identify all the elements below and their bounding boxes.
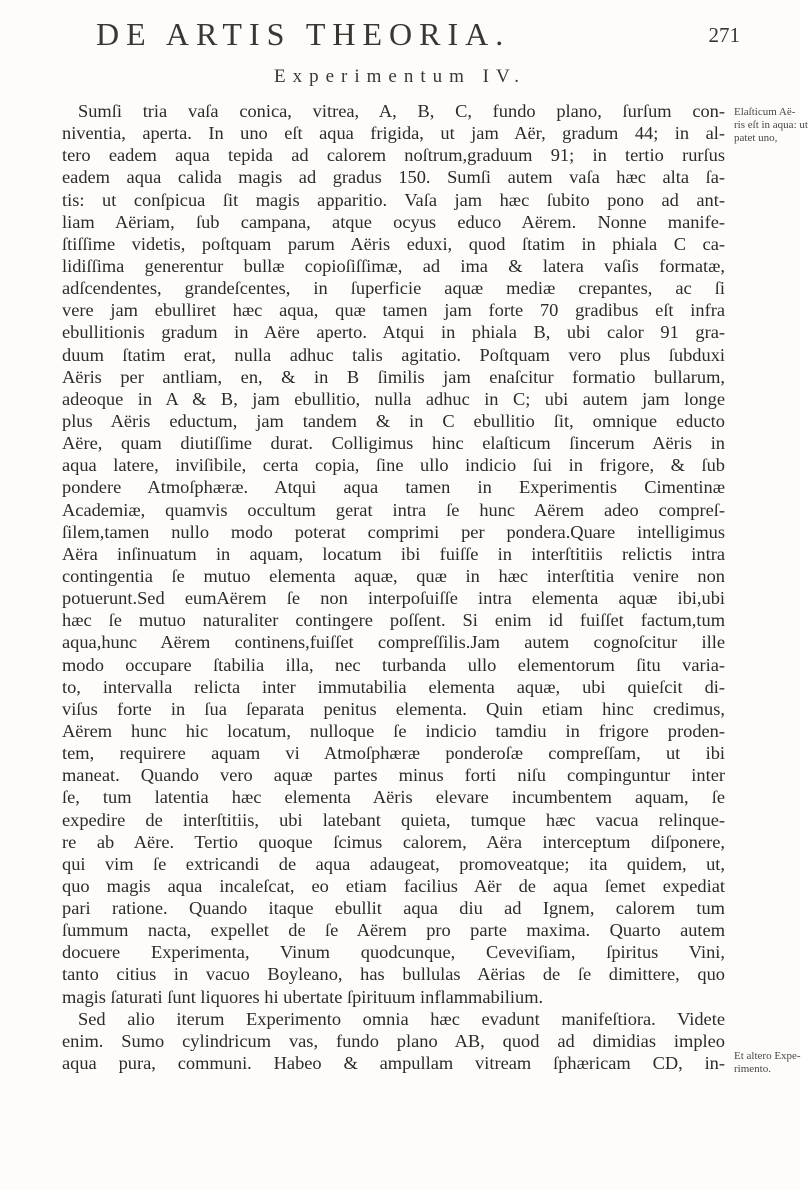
text-line: hæc ſe mutuo naturaliter contingere poſſent. Si enim id fuiſſet factum,tum — [62, 610, 725, 631]
text-line: liam Aëriam, ſub campana, atque ocyus educo Aërem. Nonne manife- — [62, 211, 725, 232]
text-line: aqua,hunc Aërem continens,fuiſſet compreſſilis.Jam autem cognoſcitur ille — [62, 632, 725, 653]
text-line: niventia, aperta. In uno eſt aqua frigida, ut jam Aër, gradum 44; in al- — [62, 123, 725, 144]
text-line: to, intervalla relicta inter immutabilia elementa aquæ, ubi quieſcit di- — [62, 676, 725, 697]
running-head — [96, 14, 740, 54]
page-number: 271 — [708, 23, 740, 47]
text-line: qui vim ſe extricandi de aqua adaugeat, promoveatque; ita quidem, ut, — [62, 853, 725, 874]
text-line: duum ſtatim erat, nulla adhuc talis agitatio. Poſtquam vero plus ſubduxi — [62, 344, 725, 365]
text-line: expedire de interſtitiis, ubi latebant quieta, tumque hæc vacua relinque- — [62, 809, 725, 830]
text-line: re ab Aëre. Tertio quoque ſcimus calorem, Aëra interceptum diſponere, — [62, 831, 725, 852]
text-line: enim. Sumo cylindricum vas, fundo plano AB, quod ad dimidias impleo — [62, 1030, 725, 1051]
running-title: DE ARTIS THEORIA. — [96, 16, 511, 52]
text-line: potuerunt.Sed eumAërem ſe non interpoſuiſſe intra elementa aquæ ibi,ubi — [62, 588, 725, 609]
text-line: ſtiſſime videtis, poſtquam parum Aëris eduxi, quod ſtatim in phiala C ca- — [62, 233, 725, 254]
text-line: Aëre, quam diutiſſime durat. Colligimus hinc elaſticum ſincerum Aëris in — [62, 433, 725, 454]
text-line: magis ſaturati ſunt liquores hi ubertate ſpirituum inflammabilium. — [62, 986, 544, 1007]
text-line: tanto citius in vacuo Boyleano, has bullulas Aërias de ſe dimittere, quo — [62, 964, 725, 985]
text-line: adſcendentes, grandeſcentes, in ſuperficie aquæ mediæ crepantes, ac ſi — [62, 278, 725, 299]
text-line: plus Aëris eductum, jam tandem & in C ebullitio ſit, omnique educto — [62, 410, 725, 431]
text-line: tem, requirere aquam vi Atmoſphæræ ponderoſæ compreſſam, ut ibi — [62, 743, 725, 764]
text-line: adeoque in A & B, jam ebullitio, nulla adhuc in C; ubi autem jam longe — [62, 388, 725, 409]
body-text — [62, 100, 725, 1074]
text-line: Sed alio iterum Experimento omnia hæc evadunt manifeſtiora. Videte — [78, 1008, 725, 1029]
marginal-note-line: patet uno, — [734, 132, 778, 144]
text-line: ſilem,tamen nullo modo poterat comprimi per pondera.Quare intelligimus — [62, 521, 725, 542]
text-line: pondere Atmoſphæræ. Atqui aqua tamen in Experimentis Cimentinæ — [62, 477, 725, 498]
text-line: Aëra inſinuatum in aquam, locatum ibi fuiſſe in interſtitiis relictis intra — [62, 543, 725, 564]
marginal-note-line: rimento. — [734, 1063, 771, 1075]
text-line: pari ratione. Quando itaque ebullit aqua diu ad Ignem, calorem tum — [62, 898, 725, 919]
marginal-note-line: Elaſticum Aë- — [734, 106, 796, 118]
text-line: ſummum nacta, expellet de ſe Aërem pro parte maxima. Quarto autem — [62, 920, 725, 941]
text-line: maneat. Quando vero aquæ partes minus forti niſu compinguntur inter — [62, 765, 725, 786]
text-line: Sumſi tria vaſa conica, vitrea, A, B, C, fundo plano, ſurſum con- — [78, 101, 725, 121]
text-line: lidiſſima generentur bullæ copioſiſſimæ, ad ima & latera vaſis formatæ, — [62, 255, 725, 276]
experiment-heading: Experimentum IV. — [273, 66, 526, 87]
text-line: contingentia ſe mutuo elementa aquæ, quæ in hæc interſtitia venire non — [62, 565, 725, 586]
text-line: viſus forte in ſua ſeparata penitus elementa. Quin etiam hinc credimus, — [62, 698, 725, 719]
marginal-note — [734, 1050, 804, 1076]
text-line: Aëris per antliam, en, & in B ſimilis jam enaſcitur formatio bullarum, — [62, 366, 725, 387]
marginal-note-line: ris eſt in aqua: ut — [734, 119, 808, 131]
text-line: modo occupare ſtabilia illa, nec turbanda ullo elementorum ſitu varia- — [62, 654, 725, 675]
text-line: Aërem hunc hic locatum, nulloque ſe indicio tamdiu in frigore proden- — [62, 720, 725, 741]
text-line: ebullitionis gradum in Aëre aperto. Atqui in phiala B, ubi calor 91 gra- — [62, 322, 725, 343]
text-line: vere jam ebulliret hæc aqua, quæ tamen jam forte 70 gradibus eſt infra — [62, 300, 725, 321]
text-line: aqua latere, inviſibile, certa copia, ſine ullo indicio ſui in frigore, & ſub — [62, 455, 725, 476]
marginal-note — [734, 106, 808, 145]
text-line: tero eadem aqua tepida ad calorem noſtrum,graduum 91; in tertio rurſus — [62, 145, 725, 166]
marginal-note-line: Et altero Expe- — [734, 1050, 801, 1062]
text-line: docuere Experimenta, Vinum quodcunque, Ceveviſiam, ſpiritus Vini, — [62, 942, 725, 963]
text-line: aqua pura, communi. Habeo & ampullam vitream ſphæricam CD, in- — [62, 1053, 725, 1074]
text-line: ſe, tum latentia hæc elementa Aëris elevare incumbentem aquam, ſe — [62, 787, 725, 808]
text-line: tis: ut conſpicua ſit magis apparitio. Vaſa jam hæc ſubito pono ad ant- — [62, 189, 725, 210]
text-line: Academiæ, quamvis occultum gerat intra ſe hunc Aërem adeo compreſ- — [62, 499, 725, 520]
text-line: eadem aqua calida magis ad gradus 150. Sumſi autem vaſa hæc alta ſa- — [62, 167, 725, 188]
text-line: quo magis aqua incaleſcat, eo etiam facilius Aër de aqua ſemet expediat — [62, 875, 725, 896]
